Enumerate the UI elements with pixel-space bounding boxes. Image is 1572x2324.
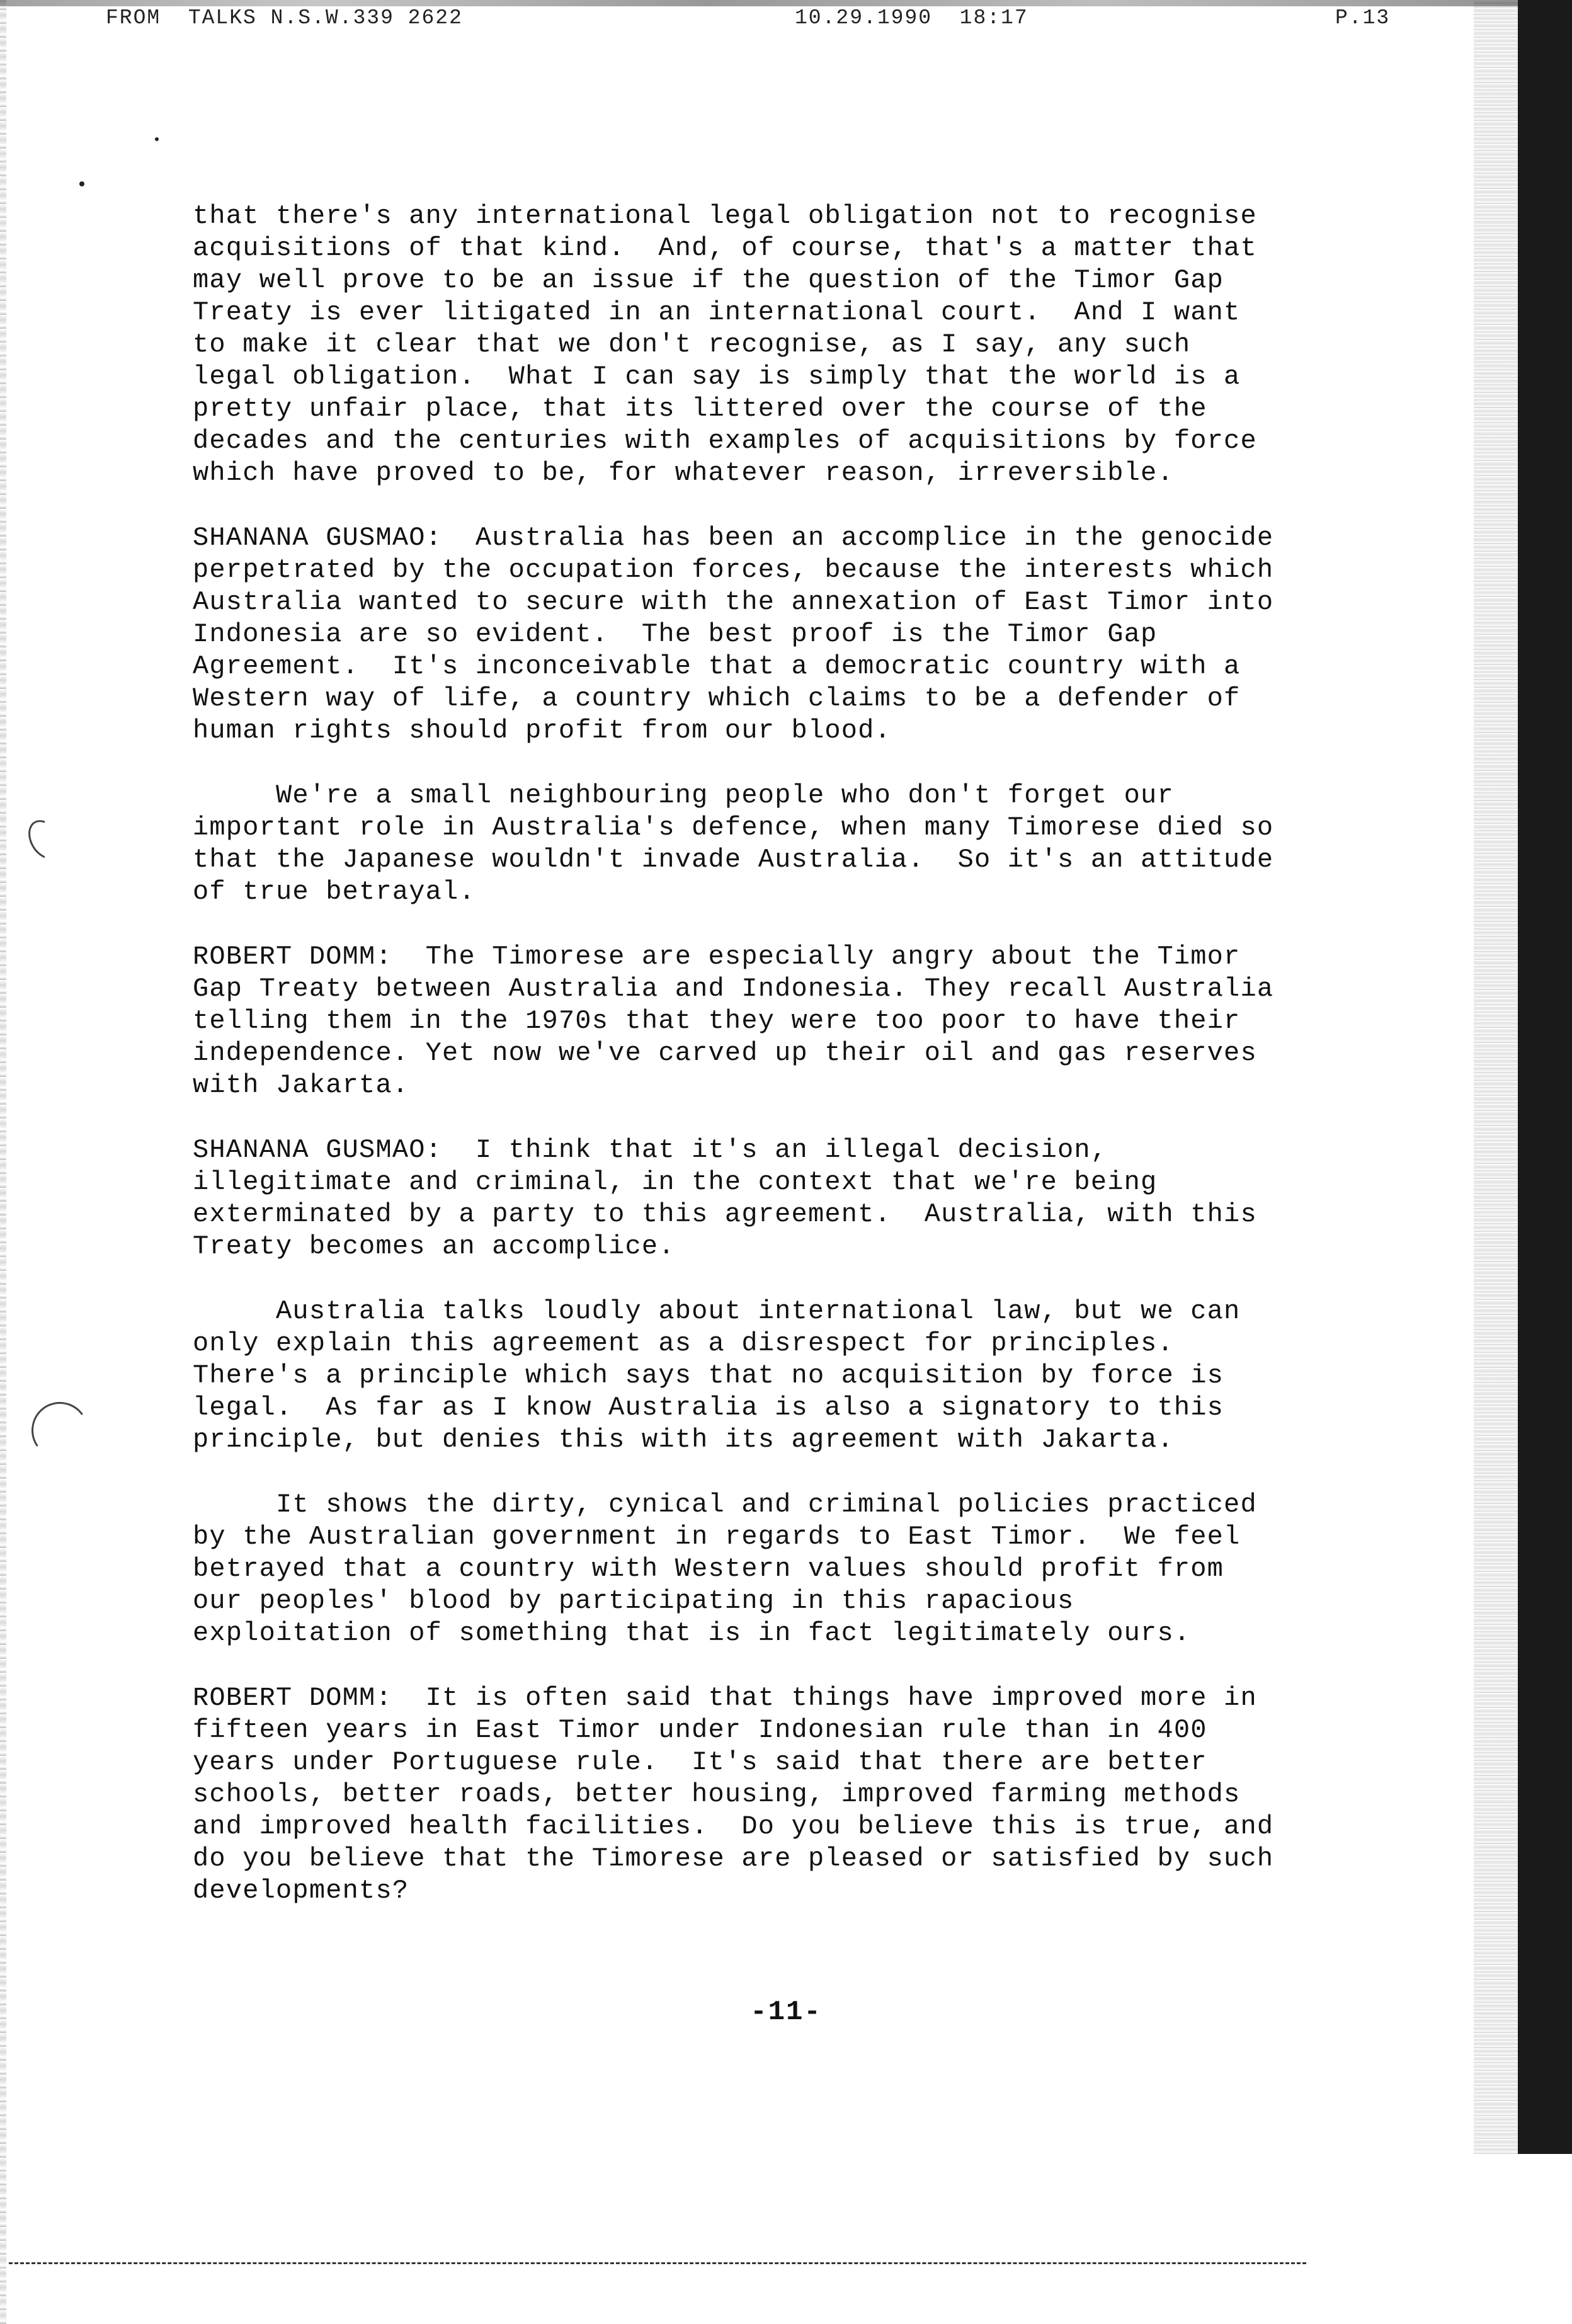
paragraph: Australia talks loudly about international law, but we can only explain this agreement as a disrespect for principles. There's a principle which says that no acquisition by force is legal. As far as I know Australia is also a signatory to this principle, but denies this with its agreement with Jakarta. (193, 1296, 1241, 1455)
scan-left-edge (0, 0, 6, 2324)
scan-pencil-arc (27, 1398, 93, 1463)
scan-speck-dot (155, 137, 159, 141)
fax-header-from: FROM TALKS N.S.W.339 2622 (106, 6, 463, 30)
fax-header (0, 4, 1572, 35)
scan-pencil-arc (22, 814, 68, 865)
paragraph: SHANANA GUSMAO: I think that it's an illegal decision, illegitimate and criminal, in the context that we're being exterminated by a party to this agreement. Australia, with this Treaty becomes an accomplice. (193, 1135, 1257, 1262)
fax-header-datetime: 10.29.1990 18:17 (795, 6, 1028, 30)
paragraph: It shows the dirty, cynical and criminal policies practiced by the Australian government in regards to East Timor. We feel betrayed that a country with Western values should profit from our peoples' blood by participating in this rapacious exploitation of something that is in fact legitimately ours. (193, 1490, 1257, 1648)
document-body (193, 200, 1452, 1940)
page-number: -11- (750, 1996, 822, 2028)
scan-right-bar (1518, 0, 1572, 2154)
scan-right-speckle (1474, 0, 1518, 2154)
paragraph: ROBERT DOMM: The Timorese are especially angry about the Timor Gap Treaty between Australia and Indonesia. They recall Australia telling them in the 1970s that they were too poor to have their independence. Yet now we've carved up their oil and gas reserves with Jakarta. (193, 942, 1274, 1100)
paragraph: that there's any international legal obligation not to recognise acquisitions of that kind. And, of course, that's a matter that may well prove to be an issue if the question of the Timor Gap Treaty is ever litigated in an international court. And I want to make it clear that we don't recognise, as I say, any such legal obligation. What I can say is simply that the world is a pretty unfair place, that its littered over the course of the decades and the centuries with examples of acquisitions by force which have proved to be, for whatever reason, irreversible. (193, 201, 1257, 488)
paragraph: ROBERT DOMM: It is often said that things have improved more in fifteen years in East Timor under Indonesian rule than in 400 years under Portuguese rule. It's said that there are better schools, better roads, better housing, improved farming methods and improved health facilities. Do you believe this is true, and do you believe that the Timorese are pleased or satisfied by such developments? (193, 1683, 1274, 1906)
paragraph: We're a small neighbouring people who don't forget our important role in Australia's defence, when many Timorese died so that the Japanese wouldn't invade Australia. So it's an attitude of true betrayal. (193, 780, 1274, 907)
paragraph: SHANANA GUSMAO: Australia has been an accomplice in the genocide perpetrated by the occupation forces, because the interests which Australia wanted to secure with the annexation of East Timor into Indonesia are so evident. The best proof is the Timor Gap Agreement. It's inconceivable that a democratic country with a Western way of life, a country which claims to be a defender of human rights should profit from our blood. (193, 523, 1274, 746)
bottom-dashed-rule (9, 2262, 1306, 2264)
fax-header-page: P.13 (1335, 6, 1391, 30)
scan-speck-dot (79, 181, 84, 186)
